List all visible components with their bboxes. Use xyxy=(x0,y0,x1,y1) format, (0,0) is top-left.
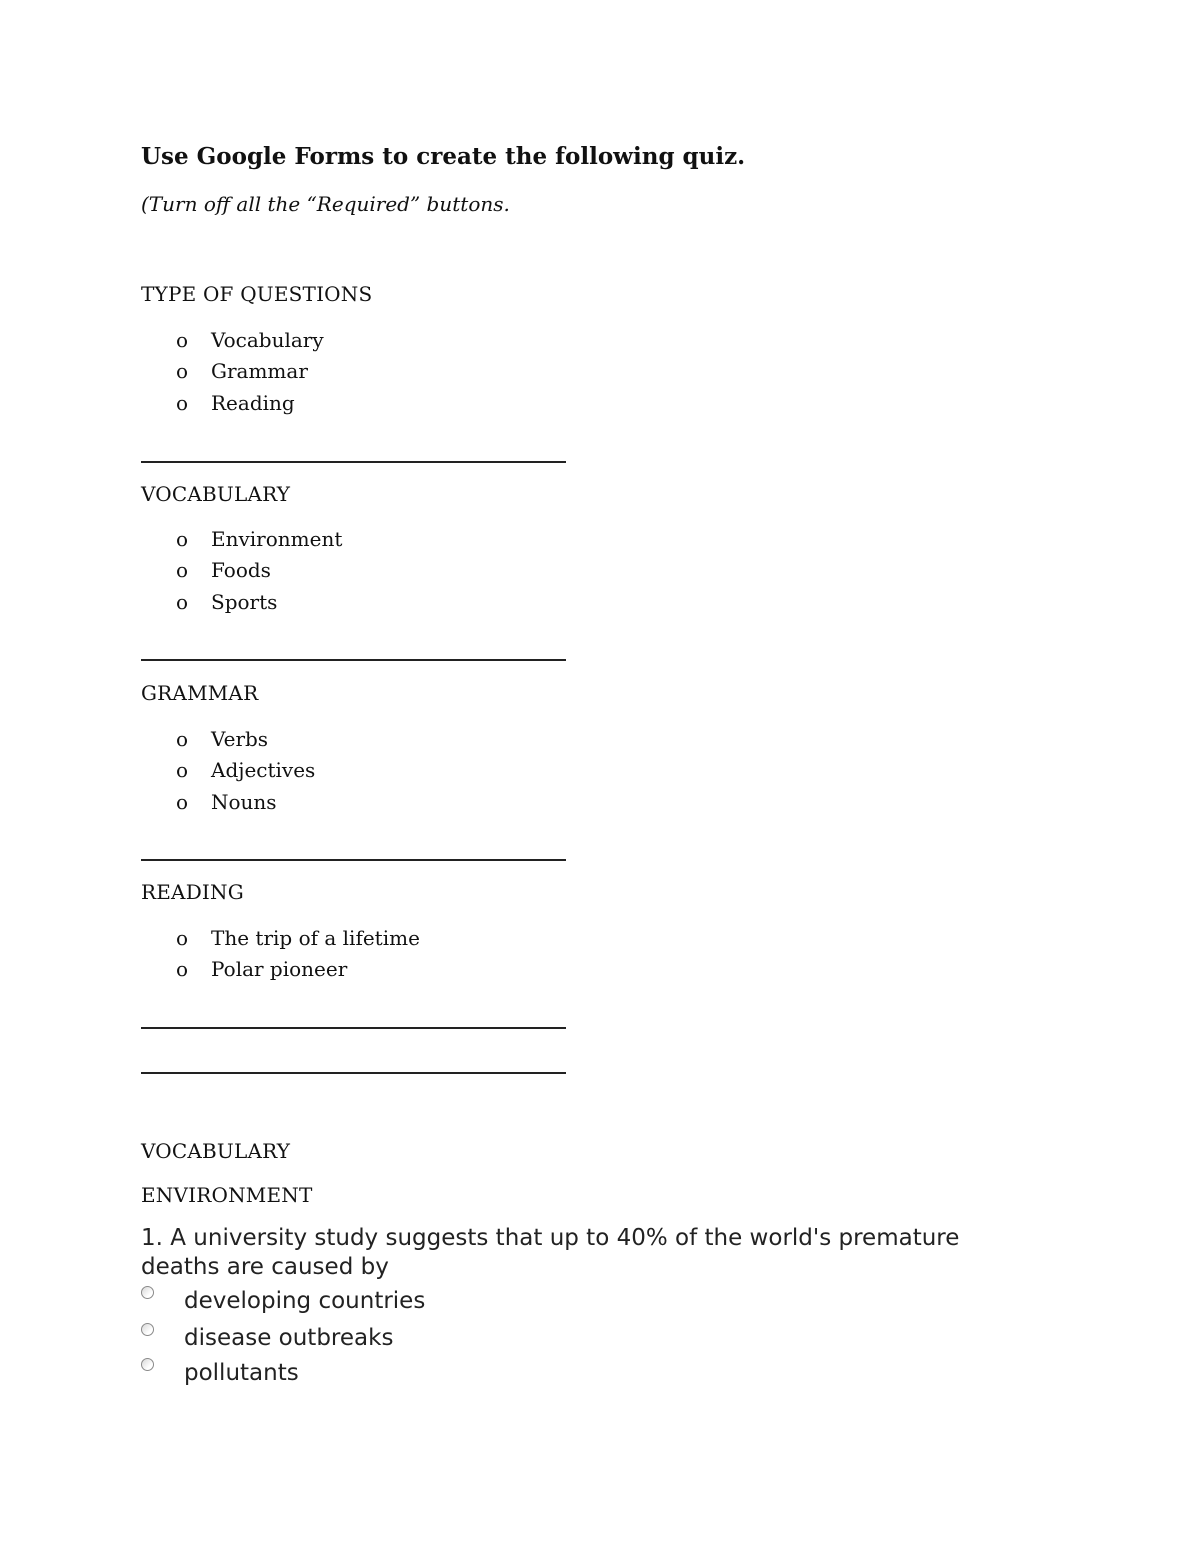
bullet-icon: o xyxy=(176,558,189,583)
section-heading-types: TYPE OF QUESTIONS xyxy=(141,282,373,306)
page-title: Use Google Forms to create the following quiz. xyxy=(141,143,746,170)
grammar-list xyxy=(176,723,315,818)
horizontal-rule xyxy=(141,659,566,661)
list-item-label: Foods xyxy=(211,558,271,583)
list-item xyxy=(176,555,342,587)
answer-option-label: developing countries xyxy=(184,1288,426,1314)
horizontal-rule xyxy=(141,1072,566,1074)
bullet-icon: o xyxy=(176,526,189,551)
list-item xyxy=(176,356,324,388)
question-text: 1. A university study suggests that up to 40% of the world's premature deaths are caused by xyxy=(141,1225,960,1280)
list-item xyxy=(176,922,420,954)
bullet-icon: o xyxy=(176,758,189,783)
list-item xyxy=(176,723,315,755)
answer-option-label: pollutants xyxy=(184,1360,299,1386)
list-item-label: Polar pioneer xyxy=(211,957,348,982)
radio-button-icon[interactable] xyxy=(141,1358,154,1371)
types-list xyxy=(176,324,324,419)
list-item xyxy=(176,786,315,818)
horizontal-rule xyxy=(141,1027,566,1029)
list-item xyxy=(176,324,324,356)
list-item-label: Adjectives xyxy=(211,758,316,783)
list-item xyxy=(176,755,315,787)
quiz-topic-heading: ENVIRONMENT xyxy=(141,1183,313,1207)
list-item-label: Sports xyxy=(211,589,278,614)
reading-list xyxy=(176,922,420,985)
bullet-icon: o xyxy=(176,359,189,384)
list-item-label: Grammar xyxy=(211,359,308,384)
bullet-icon: o xyxy=(176,925,189,950)
horizontal-rule xyxy=(141,461,566,463)
list-item xyxy=(176,586,342,618)
list-item-label: Vocabulary xyxy=(211,327,324,352)
bullet-icon: o xyxy=(176,390,189,415)
bullet-icon: o xyxy=(176,957,189,982)
radio-button-icon[interactable] xyxy=(141,1286,154,1299)
bullet-icon: o xyxy=(176,327,189,352)
horizontal-rule xyxy=(141,859,566,861)
section-heading-grammar: GRAMMAR xyxy=(141,681,259,705)
section-heading-reading: READING xyxy=(141,880,244,904)
answer-option[interactable] xyxy=(141,1288,425,1314)
list-item-label: Environment xyxy=(211,526,343,551)
answer-option-label: disease outbreaks xyxy=(184,1325,394,1351)
bullet-icon: o xyxy=(176,726,189,751)
list-item-label: Nouns xyxy=(211,789,277,814)
answer-option[interactable] xyxy=(141,1325,393,1351)
radio-button-icon[interactable] xyxy=(141,1323,154,1336)
list-item xyxy=(176,523,342,555)
quiz-category-heading: VOCABULARY xyxy=(141,1139,291,1163)
section-heading-vocabulary: VOCABULARY xyxy=(141,482,291,506)
instruction-note: (Turn off all the “Required” buttons. xyxy=(141,192,510,216)
list-item-label: Reading xyxy=(211,390,295,415)
vocabulary-list xyxy=(176,523,342,618)
list-item-label: Verbs xyxy=(211,726,269,751)
answer-option[interactable] xyxy=(141,1360,299,1386)
list-item xyxy=(176,387,324,419)
bullet-icon: o xyxy=(176,789,189,814)
list-item-label: The trip of a lifetime xyxy=(211,925,420,950)
list-item xyxy=(176,954,420,986)
bullet-icon: o xyxy=(176,589,189,614)
